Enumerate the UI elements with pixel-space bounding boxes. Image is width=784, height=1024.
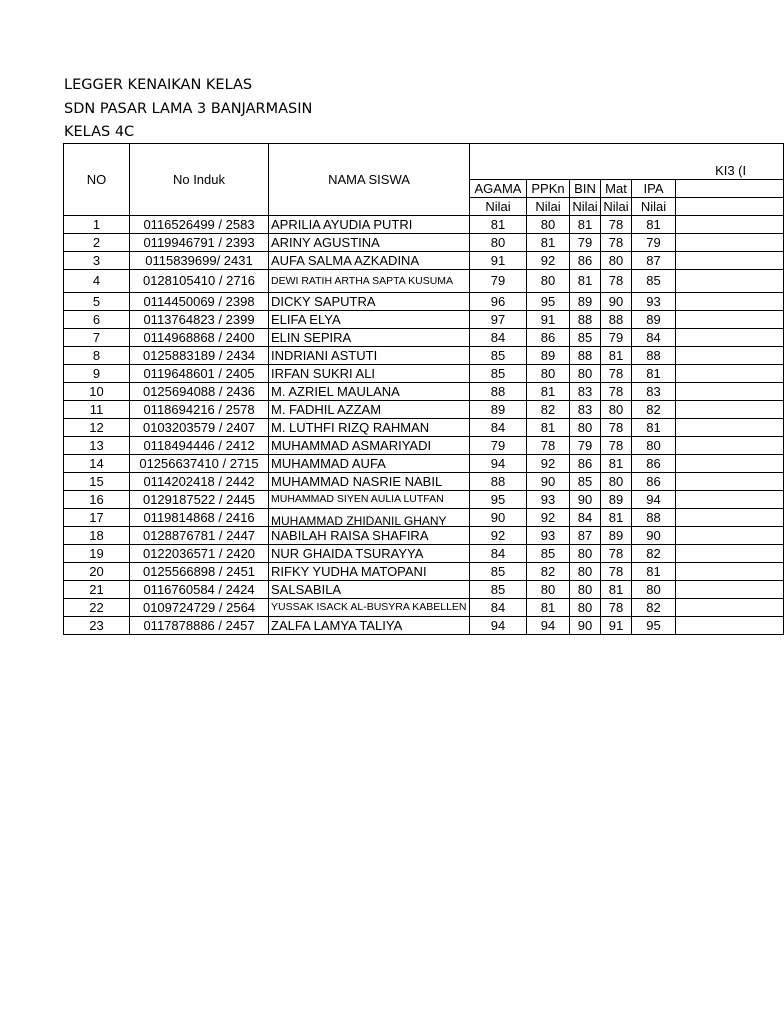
cell-score-mat: 88 <box>601 311 632 329</box>
cell-blank <box>676 581 784 599</box>
cell-score-ppkn: 92 <box>527 509 570 527</box>
cell-score-ipa: 81 <box>632 419 676 437</box>
cell-no-induk: 0118694216 / 2578 <box>130 401 269 419</box>
cell-score-mat: 91 <box>601 617 632 635</box>
cell-score-mat: 78 <box>601 270 632 293</box>
table-row <box>64 545 784 563</box>
cell-score-agama: 80 <box>470 234 527 252</box>
table-row <box>64 311 784 329</box>
cell-score-ipa: 87 <box>632 252 676 270</box>
cell-score-ppkn: 91 <box>527 311 570 329</box>
legger-table <box>63 143 784 635</box>
cell-no: 15 <box>64 473 130 491</box>
cell-score-agama: 94 <box>470 617 527 635</box>
cell-score-agama: 85 <box>470 563 527 581</box>
cell-blank <box>676 234 784 252</box>
cell-blank <box>676 252 784 270</box>
header-nilai: Nilai <box>527 198 570 216</box>
cell-score-bin: 81 <box>570 216 601 234</box>
cell-no-induk: 01256637410 / 2715 <box>130 455 269 473</box>
cell-no-induk: 0119814868 / 2416 <box>130 509 269 527</box>
table-row <box>64 599 784 617</box>
cell-blank <box>676 347 784 365</box>
cell-no: 1 <box>64 216 130 234</box>
cell-nama-siswa: SALSABILA <box>269 581 470 599</box>
cell-blank <box>676 419 784 437</box>
cell-score-mat: 78 <box>601 563 632 581</box>
cell-score-mat: 81 <box>601 581 632 599</box>
table-row <box>64 419 784 437</box>
cell-score-mat: 78 <box>601 599 632 617</box>
cell-no: 18 <box>64 527 130 545</box>
cell-blank <box>676 473 784 491</box>
header-no: NO <box>64 144 130 216</box>
cell-no: 7 <box>64 329 130 347</box>
cell-no: 19 <box>64 545 130 563</box>
cell-nama-siswa: MUHAMMAD SIYEN AULIA LUTFAN <box>269 491 470 509</box>
cell-score-agama: 85 <box>470 365 527 383</box>
cell-score-mat: 80 <box>601 252 632 270</box>
cell-no-induk: 0114202418 / 2442 <box>130 473 269 491</box>
cell-score-agama: 89 <box>470 401 527 419</box>
cell-score-agama: 79 <box>470 437 527 455</box>
cell-score-ipa: 82 <box>632 599 676 617</box>
cell-no-induk: 0125883189 / 2434 <box>130 347 269 365</box>
cell-nama-siswa: MUHAMMAD AUFA <box>269 455 470 473</box>
cell-score-ppkn: 92 <box>527 455 570 473</box>
cell-score-ppkn: 95 <box>527 293 570 311</box>
table-row <box>64 383 784 401</box>
cell-score-bin: 80 <box>570 365 601 383</box>
cell-score-agama: 90 <box>470 509 527 527</box>
cell-no-induk: 0114450069 / 2398 <box>130 293 269 311</box>
cell-blank <box>676 401 784 419</box>
cell-nama-siswa: NUR GHAIDA TSURAYYA <box>269 545 470 563</box>
cell-no-induk: 0118494446 / 2412 <box>130 437 269 455</box>
cell-score-agama: 84 <box>470 599 527 617</box>
cell-score-mat: 81 <box>601 509 632 527</box>
cell-score-agama: 79 <box>470 270 527 293</box>
header-no-induk: No Induk <box>130 144 269 216</box>
cell-no-induk: 0116760584 / 2424 <box>130 581 269 599</box>
cell-no-induk: 0117878886 / 2457 <box>130 617 269 635</box>
school-name: SDN PASAR LAMA 3 BANJARMASIN <box>64 101 313 117</box>
cell-score-ipa: 90 <box>632 527 676 545</box>
cell-score-agama: 88 <box>470 383 527 401</box>
cell-nama-siswa: ELIN SEPIRA <box>269 329 470 347</box>
cell-score-bin: 84 <box>570 509 601 527</box>
cell-score-bin: 86 <box>570 252 601 270</box>
cell-no: 21 <box>64 581 130 599</box>
cell-score-mat: 78 <box>601 234 632 252</box>
cell-no-induk: 0119648601 / 2405 <box>130 365 269 383</box>
cell-no: 13 <box>64 437 130 455</box>
cell-no: 10 <box>64 383 130 401</box>
cell-nama-siswa: ARINY AGUSTINA <box>269 234 470 252</box>
header-subject-bin: BIN <box>570 180 601 198</box>
cell-score-ppkn: 81 <box>527 599 570 617</box>
cell-score-bin: 85 <box>570 473 601 491</box>
cell-score-ppkn: 86 <box>527 329 570 347</box>
cell-score-ipa: 82 <box>632 545 676 563</box>
cell-blank <box>676 383 784 401</box>
cell-no-induk: 0128876781 / 2447 <box>130 527 269 545</box>
cell-score-ipa: 83 <box>632 383 676 401</box>
cell-score-mat: 89 <box>601 527 632 545</box>
cell-score-ppkn: 80 <box>527 216 570 234</box>
cell-blank <box>676 617 784 635</box>
cell-score-mat: 78 <box>601 545 632 563</box>
cell-nama-siswa: APRILIA AYUDIA PUTRI <box>269 216 470 234</box>
header-blank-cell <box>676 180 784 198</box>
cell-nama-siswa: NABILAH RAISA SHAFIRA <box>269 527 470 545</box>
cell-score-ppkn: 78 <box>527 437 570 455</box>
cell-no: 16 <box>64 491 130 509</box>
table-row <box>64 617 784 635</box>
class-label: KELAS 4C <box>64 124 135 140</box>
cell-blank <box>676 527 784 545</box>
cell-blank <box>676 216 784 234</box>
cell-score-agama: 95 <box>470 491 527 509</box>
cell-score-mat: 81 <box>601 347 632 365</box>
table-row <box>64 252 784 270</box>
cell-score-ipa: 79 <box>632 234 676 252</box>
cell-score-bin: 80 <box>570 599 601 617</box>
cell-blank <box>676 563 784 581</box>
cell-blank <box>676 437 784 455</box>
table-row <box>64 437 784 455</box>
cell-no: 9 <box>64 365 130 383</box>
cell-no: 3 <box>64 252 130 270</box>
cell-score-ipa: 80 <box>632 581 676 599</box>
header-nilai: Nilai <box>470 198 527 216</box>
doc-title: LEGGER KENAIKAN KELAS <box>64 77 253 93</box>
cell-score-agama: 85 <box>470 347 527 365</box>
cell-nama-siswa: INDRIANI ASTUTI <box>269 347 470 365</box>
cell-no-induk: 0115839699/ 2431 <box>130 252 269 270</box>
cell-score-ipa: 94 <box>632 491 676 509</box>
header-nilai: Nilai <box>632 198 676 216</box>
cell-score-ipa: 86 <box>632 473 676 491</box>
cell-score-agama: 92 <box>470 527 527 545</box>
cell-nama-siswa: IRFAN SUKRI ALI <box>269 365 470 383</box>
cell-score-bin: 80 <box>570 545 601 563</box>
cell-no-induk: 0122036571 / 2420 <box>130 545 269 563</box>
cell-score-ipa: 88 <box>632 347 676 365</box>
cell-score-bin: 90 <box>570 491 601 509</box>
cell-score-bin: 81 <box>570 270 601 293</box>
table-row <box>64 563 784 581</box>
cell-score-agama: 94 <box>470 455 527 473</box>
cell-nama-siswa: RIFKY YUDHA MATOPANI <box>269 563 470 581</box>
cell-score-mat: 81 <box>601 455 632 473</box>
cell-no: 4 <box>64 270 130 293</box>
cell-score-bin: 88 <box>570 347 601 365</box>
cell-nama-siswa: MUHAMMAD ASMARIYADI <box>269 437 470 455</box>
cell-score-agama: 96 <box>470 293 527 311</box>
cell-no-induk: 0114968868 / 2400 <box>130 329 269 347</box>
header-subject-mat: Mat <box>601 180 632 198</box>
table-row <box>64 216 784 234</box>
cell-blank <box>676 293 784 311</box>
table-row <box>64 581 784 599</box>
cell-score-ppkn: 93 <box>527 527 570 545</box>
cell-score-ppkn: 80 <box>527 365 570 383</box>
cell-score-ipa: 85 <box>632 270 676 293</box>
cell-score-ppkn: 90 <box>527 473 570 491</box>
cell-score-bin: 79 <box>570 437 601 455</box>
cell-no: 2 <box>64 234 130 252</box>
cell-score-bin: 86 <box>570 455 601 473</box>
cell-score-ppkn: 80 <box>527 581 570 599</box>
cell-no: 5 <box>64 293 130 311</box>
cell-score-ipa: 88 <box>632 509 676 527</box>
cell-score-bin: 80 <box>570 581 601 599</box>
cell-score-bin: 83 <box>570 401 601 419</box>
cell-score-ppkn: 82 <box>527 401 570 419</box>
cell-no-induk: 0113764823 / 2399 <box>130 311 269 329</box>
header-nama-siswa: NAMA SISWA <box>269 144 470 216</box>
table-row <box>64 329 784 347</box>
cell-blank <box>676 599 784 617</box>
cell-blank <box>676 270 784 293</box>
cell-score-ipa: 86 <box>632 455 676 473</box>
cell-no: 17 <box>64 509 130 527</box>
cell-score-bin: 90 <box>570 617 601 635</box>
cell-score-ppkn: 82 <box>527 563 570 581</box>
cell-score-ppkn: 94 <box>527 617 570 635</box>
cell-no: 6 <box>64 311 130 329</box>
cell-nama-siswa: M. FADHIL AZZAM <box>269 401 470 419</box>
table-row <box>64 365 784 383</box>
cell-nama-siswa: AUFA SALMA AZKADINA <box>269 252 470 270</box>
cell-score-mat: 78 <box>601 216 632 234</box>
table-row <box>64 234 784 252</box>
header-nilai: Nilai <box>601 198 632 216</box>
cell-score-ipa: 81 <box>632 563 676 581</box>
table-row <box>64 527 784 545</box>
cell-score-agama: 85 <box>470 581 527 599</box>
cell-score-ipa: 95 <box>632 617 676 635</box>
cell-score-ppkn: 92 <box>527 252 570 270</box>
cell-score-ppkn: 81 <box>527 419 570 437</box>
cell-nama-siswa: DEWI RATIH ARTHA SAPTA KUSUMA <box>269 270 470 293</box>
table-row <box>64 491 784 509</box>
cell-no: 14 <box>64 455 130 473</box>
cell-nama-siswa: MUHAMMAD ZHIDANIL GHANY <box>269 509 470 527</box>
cell-score-ppkn: 81 <box>527 383 570 401</box>
cell-score-bin: 83 <box>570 383 601 401</box>
cell-no-induk: 0119946791 / 2393 <box>130 234 269 252</box>
cell-nama-siswa: YUSSAK ISACK AL-BUSYRA KABELLEN <box>269 599 470 617</box>
cell-score-mat: 78 <box>601 419 632 437</box>
cell-score-agama: 97 <box>470 311 527 329</box>
cell-score-agama: 88 <box>470 473 527 491</box>
cell-no-induk: 0125566898 / 2451 <box>130 563 269 581</box>
cell-score-bin: 89 <box>570 293 601 311</box>
cell-score-ipa: 80 <box>632 437 676 455</box>
cell-score-ipa: 89 <box>632 311 676 329</box>
cell-score-mat: 89 <box>601 491 632 509</box>
cell-score-ipa: 81 <box>632 216 676 234</box>
cell-score-ppkn: 93 <box>527 491 570 509</box>
table-row <box>64 401 784 419</box>
header-subject-agama: AGAMA <box>470 180 527 198</box>
table-row <box>64 347 784 365</box>
header-subject-ppkn: PPKn <box>527 180 570 198</box>
cell-nama-siswa: M. AZRIEL MAULANA <box>269 383 470 401</box>
header-nilai: Nilai <box>570 198 601 216</box>
cell-nama-siswa: ELIFA ELYA <box>269 311 470 329</box>
cell-score-mat: 78 <box>601 383 632 401</box>
cell-score-bin: 87 <box>570 527 601 545</box>
cell-score-agama: 84 <box>470 419 527 437</box>
cell-nama-siswa: M. LUTHFI RIZQ RAHMAN <box>269 419 470 437</box>
cell-no-induk: 0103203579 / 2407 <box>130 419 269 437</box>
cell-score-bin: 80 <box>570 563 601 581</box>
table-row <box>64 455 784 473</box>
cell-score-ppkn: 85 <box>527 545 570 563</box>
cell-blank <box>676 329 784 347</box>
table-row <box>64 509 784 527</box>
legger-sheet <box>63 143 747 647</box>
cell-no: 20 <box>64 563 130 581</box>
cell-nama-siswa: DICKY SAPUTRA <box>269 293 470 311</box>
cell-no-induk: 0129187522 / 2445 <box>130 491 269 509</box>
cell-score-mat: 79 <box>601 329 632 347</box>
table-row <box>64 270 784 293</box>
cell-no: 8 <box>64 347 130 365</box>
cell-no: 23 <box>64 617 130 635</box>
cell-score-mat: 80 <box>601 473 632 491</box>
cell-score-ipa: 93 <box>632 293 676 311</box>
cell-score-agama: 81 <box>470 216 527 234</box>
table-row <box>64 293 784 311</box>
cell-blank <box>676 455 784 473</box>
cell-score-bin: 85 <box>570 329 601 347</box>
cell-score-mat: 78 <box>601 437 632 455</box>
cell-nama-siswa: ZALFA LAMYA TALIYA <box>269 617 470 635</box>
cell-score-ipa: 81 <box>632 365 676 383</box>
cell-score-mat: 90 <box>601 293 632 311</box>
cell-no-induk: 0109724729 / 2564 <box>130 599 269 617</box>
cell-blank <box>676 365 784 383</box>
cell-score-agama: 91 <box>470 252 527 270</box>
header-blank-cell <box>676 198 784 216</box>
cell-no: 11 <box>64 401 130 419</box>
cell-no-induk: 0125694088 / 2436 <box>130 383 269 401</box>
header-ki3-group: KI3 (I <box>470 144 784 180</box>
cell-blank <box>676 545 784 563</box>
cell-no-induk: 0128105410 / 2716 <box>130 270 269 293</box>
cell-score-ipa: 84 <box>632 329 676 347</box>
cell-no: 22 <box>64 599 130 617</box>
cell-blank <box>676 311 784 329</box>
cell-blank <box>676 509 784 527</box>
cell-score-bin: 80 <box>570 419 601 437</box>
cell-score-mat: 80 <box>601 401 632 419</box>
cell-score-ppkn: 80 <box>527 270 570 293</box>
cell-score-bin: 79 <box>570 234 601 252</box>
cell-score-agama: 84 <box>470 545 527 563</box>
cell-score-mat: 78 <box>601 365 632 383</box>
cell-no: 12 <box>64 419 130 437</box>
cell-score-bin: 88 <box>570 311 601 329</box>
cell-score-ppkn: 89 <box>527 347 570 365</box>
header-subject-ipa: IPA <box>632 180 676 198</box>
cell-score-ppkn: 81 <box>527 234 570 252</box>
cell-blank <box>676 491 784 509</box>
cell-nama-siswa: MUHAMMAD NASRIE NABIL <box>269 473 470 491</box>
cell-score-agama: 84 <box>470 329 527 347</box>
table-row <box>64 473 784 491</box>
cell-no-induk: 0116526499 / 2583 <box>130 216 269 234</box>
cell-score-ipa: 82 <box>632 401 676 419</box>
